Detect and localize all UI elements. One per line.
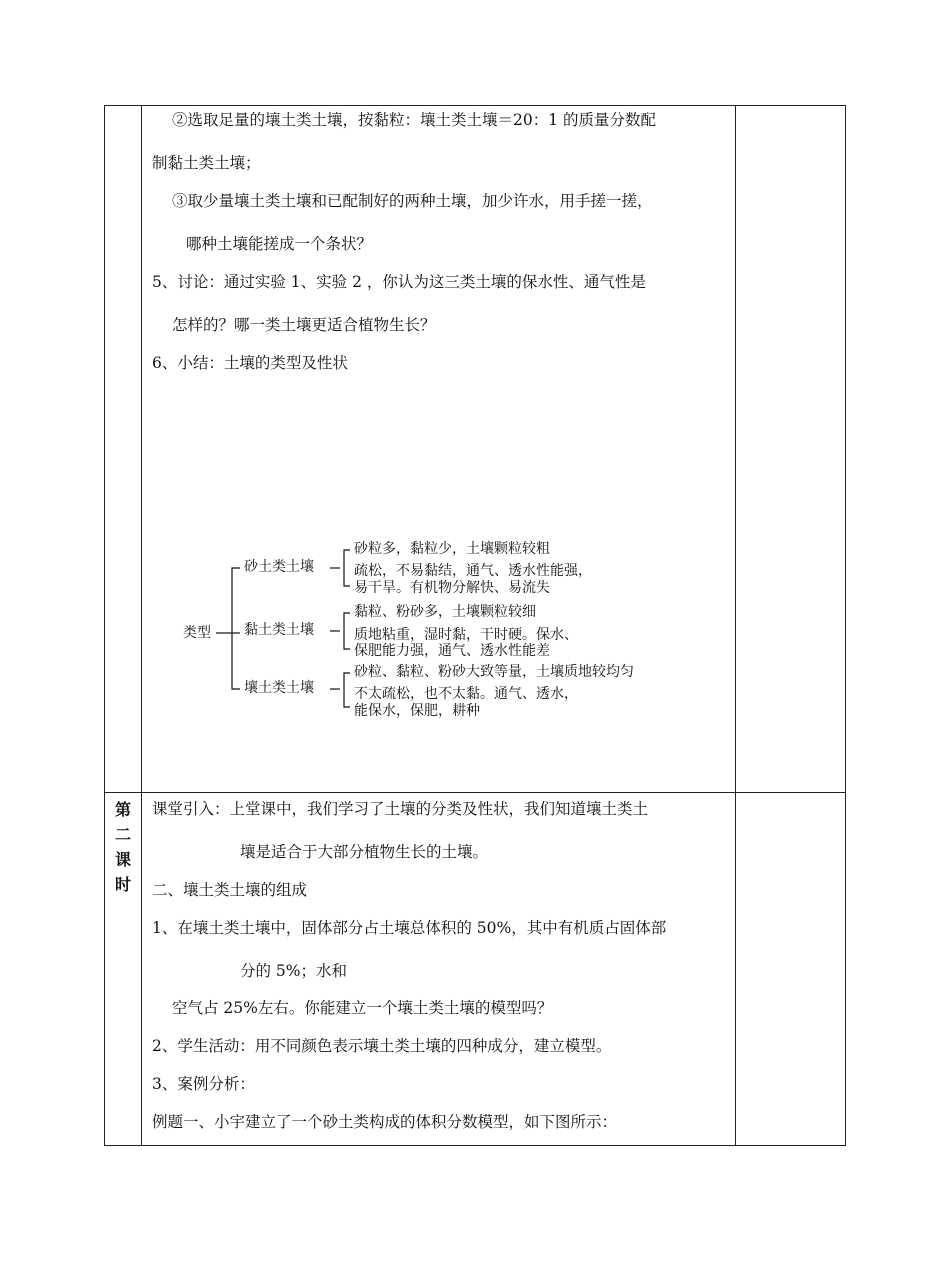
side-label-char: 二 <box>114 825 131 844</box>
text-line: 哪种土壤能搓成一个条状？ <box>186 235 373 253</box>
side-label-char: 课 <box>114 850 131 869</box>
branch-item: 砂粒、黏粒、粉砂大致等量，土壤质地较均匀 <box>354 664 634 680</box>
text-line: 5、讨论：通过实验 1、实验 2 ，你认为这三类土壤的保水性、通气性是 <box>152 273 646 291</box>
text-line: 2、学生活动：用不同颜色表示壤土类土壤的四种成分，建立模型。 <box>152 1037 612 1055</box>
branch-sandy-soil: 砂土类土壤 <box>244 559 314 575</box>
text-line: 壤是适合于大部分植物生长的土壤。 <box>240 843 489 861</box>
side-label-char: 时 <box>114 875 131 894</box>
text-line: 二、壤土类土壤的组成 <box>152 881 308 899</box>
text-line: 例题一、小宇建立了一个砂土类构成的体积分数模型，如下图所示： <box>152 1113 618 1131</box>
text-line: 1、在壤土类土壤中，固体部分占土壤总体积的 50%，其中有机质占固体部 <box>152 919 667 937</box>
text-line: 空气占 25%左右。你能建立一个壤土类土壤的模型吗？ <box>172 999 553 1017</box>
text-line: 分的 5%；水和 <box>240 962 348 980</box>
text-line: 6、小结：土壤的类型及性状 <box>152 354 348 372</box>
branch-item: 能保水，保肥，耕种 <box>354 703 480 719</box>
branch-item: 不太疏松，也不太黏。通气、透水， <box>354 686 578 702</box>
branch-clay-soil: 黏土类土壤 <box>244 622 314 638</box>
branch-item: 疏松，不易黏结，通气、透水性能强， <box>354 563 592 579</box>
branch-item: 易干旱。有机物分解快、易流失 <box>354 580 550 596</box>
text-line: ②选取足量的壤土类土壤，按黏粒：壤土类土壤＝20：1 的质量分数配 <box>172 111 657 129</box>
branch-item: 砂粒多，黏粒少，土壤颗粒较粗 <box>354 541 550 557</box>
branch-item: 黏粒、粉砂多，土壤颗粒较细 <box>354 604 536 620</box>
text-line: 3、案例分析： <box>152 1075 255 1093</box>
text-line: 制黏土类土壤； <box>152 154 261 172</box>
branch-item: 质地粘重，湿时黏，干时硬。保水、 <box>354 627 578 643</box>
side-label-char: 第 <box>114 800 131 819</box>
branch-item: 保肥能力强，通气、透水性能差 <box>354 643 550 659</box>
diagram-root-label: 类型 <box>183 625 211 641</box>
branch-loam-soil: 壤土类土壤 <box>244 680 314 696</box>
text-line: 怎样的？哪一类土壤更适合植物生长？ <box>172 316 436 334</box>
text-line: 课堂引入：上堂课中，我们学习了土壤的分类及性状，我们知道壤土类土 <box>152 800 649 818</box>
text-line: ③取少量壤土类土壤和已配制好的两种土壤，加少许水，用手搓一搓， <box>172 192 653 210</box>
